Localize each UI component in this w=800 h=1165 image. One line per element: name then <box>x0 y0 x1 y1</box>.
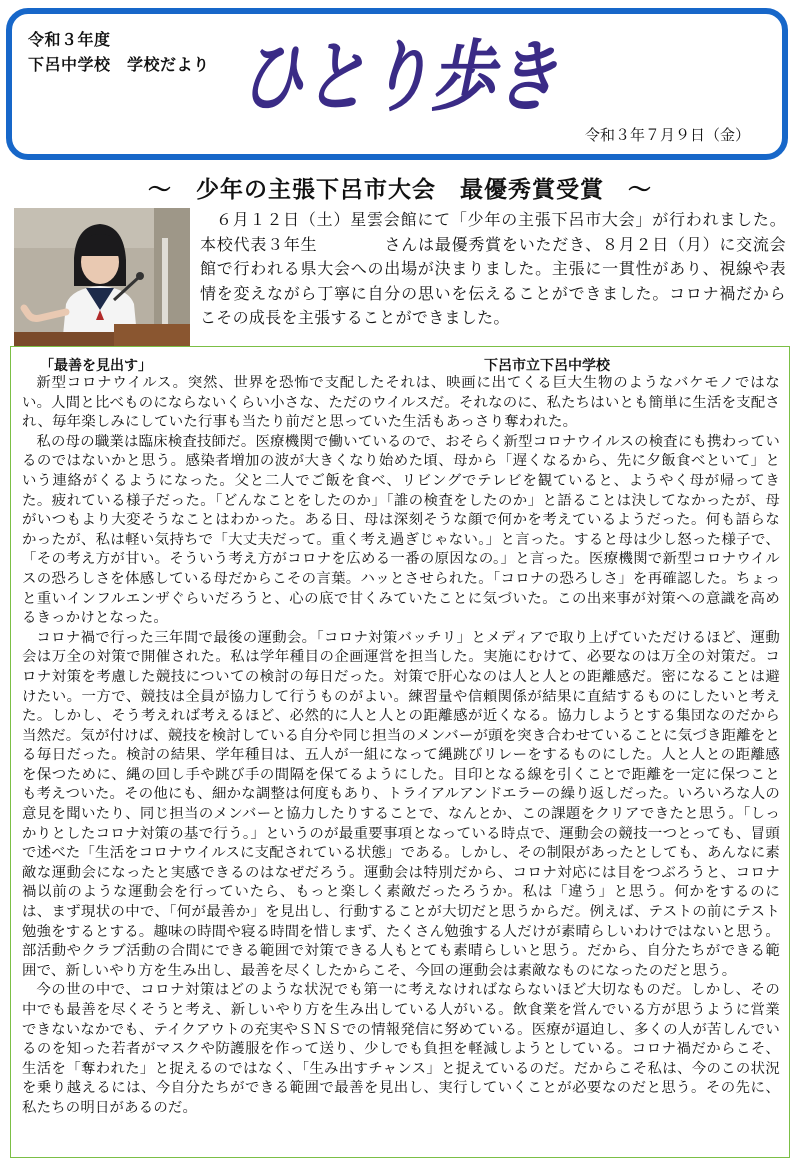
essay-title: 「最善を見出す」 <box>40 358 152 374</box>
newsletter-logo-text: ひとり歩き <box>240 32 558 123</box>
issue-date: 令和３年７月９日（金） <box>584 126 750 144</box>
intro-text: ６月１２日（土）星雲会館にて「少年の主張下呂市大会」が行われました。本校代表３年生 さんは最優秀賞をいただき、８月２日（月）に交流会館で行われる県大会への出場が決まりました。主張に一貫性があり、視線や表情を変えながら丁寧に自分の思いを伝えることができました。コロナ禍だからこその成長を主張することができました。 <box>200 210 786 327</box>
newsletter-logo <box>236 20 566 130</box>
essay-paragraph: 新型コロナウイルス。突然、世界を恐怖で支配したそれは、映画に出てくる巨大生物のようなバケモノではない。人間と比べものにならないくらい小さな、ただのウイルスだ。それなのに、私たちはいとも簡単に生活を支配され、毎年楽しみにしていた行事も当たり前だと思っていた生活もあっさり奪われた。 <box>22 375 780 431</box>
essay-paragraph: コロナ禍で行った三年間で最後の運動会。「コロナ対策バッチリ」とメディアで取り上げていただけるほど、運動会は万全の対策で開催された。私は学年種目の企画運営を担当した。実施にむけて、必要なのは万全の対策だ。コロナ対策を考慮した競技についての検討の毎日だった。対策で肝心なのは人と人との距離感だ。密になることは避けたい。一方で、競技は全員が協力して行うものがよい。練習量や信頼関係が結果に直結するものにしたいと考えた。しかし、そう考えれば考えるほど、必然的に人と人との距離感が近くなる。協力しようとする集団なのだから当然だ。気が付けば、競技を検討している自分や同じ担当のメンバーが頭を突き合わせていることに気づき距離をとる毎日だった。検討の結果、学年種目は、五人が一組になって縄跳びリレーをするものにした。人と人との距離感を保つために、縄の回し手や跳び手の間隔を保てるようにした。目印となる線を引くことで距離を一定に保つことも考えついた。その他にも、細かな調整は何度もあり、トライアルアンドエラーの繰り返しだった。いろいろな人の意見を聞いたり、同じ担当のメンバーと協力したりすることで、なんとか、この課題をクリアできたと思う。「しっかりとしたコロナ対策の基で行う。」というのが最重要事項となっている時点で、運動会の競技一つとっても、冒頭で述べた「生活をコロナウイルスに支配されている状態」である。しかし、その制限があったとしても、あんなに素敵な運動会になったと実感できるのはなぜだろう。運動会は特別だから、コロナ対応には目をつぶろうと、コロナ禍以前のような運動会を行っていたら、もっと楽しく素敵だったろうか。私は「違う」と思う。何かをするのには、まず現状の中で、「何が最善か」を見出し、行動することが大切だと思うからだ。例えば、テストの前にテスト勉強をするとする。趣味の時間や寝る時間を惜しまず、たくさん勉強する人だけが素晴らしいわけではないと思う。部活動やクラブ活動の合間にできる範囲で対策できる人もとても素晴らしいと思う。だから、自分たちができる範囲で、新しいやり方を生み出し、最善を尽くしたからこそ、今回の運動会は素敵なものになったのだと思う。 <box>22 629 780 979</box>
school-newsletter-label: 下呂中学校 学校だより <box>28 55 210 74</box>
speech-photo <box>14 208 190 346</box>
essay-paragraph: 私の母の職業は臨床検査技師だ。医療機関で働いているので、おそらく新型コロナウイルスの検査にも携わっているのではないかと思う。感染者増加の波が大きくなり始めた頃、母から「遅くなるから、先に夕飯食べといて」という連絡がくるようになった。父と二人でご飯を食べ、リビングでテレビを観ていると、ようやく母が帰ってきた。疲れている様子だった。「どんなことをしたのか」「誰の検査をしたのか」と語ることは決してなかったが、母がいつもより大変そうなことはわかった。ある日、母は深刻そうな顔で何かを考えているようだった。何も語らなかったが、私は軽い気持ちで「大丈夫だって。重く考え過ぎじゃない。」と言った。すると母は少し怒った様子で、「その考え方が甘い。そういう考え方がコロナを広める一番の原因なの。」と言った。医療機関で新型コロナウイルスの恐ろしさを体感している母だからこその言葉。ハッとさせられた。「コロナの恐ろしさ」を再確認した。ちょっと重いインフルエンザぐらいだろうと、心の底で甘くみていたことに気づいた。この出来事が対策への意識を高めるきっかけとなった。 <box>22 433 780 627</box>
fiscal-year-label: 令和３年度 <box>28 30 111 49</box>
intro-paragraph <box>200 208 786 331</box>
essay-school: 下呂市立下呂中学校 <box>484 358 610 374</box>
article-headline: ～ 少年の主張下呂市大会 最優秀賞受賞 ～ <box>148 177 652 203</box>
essay-paragraph: 今の世の中で、コロナ対策はどのような状況でも第一に考えなければならないほど大切なものだ。しかし、その中でも最善を尽くそうと考え、新しいやり方を生み出している人がいる。飲食業を営んでいる方が思うように営業できないなかでも、テイクアウトの充実やＳＮＳでの情報発信に努めている。医療が逼迫し、多くの人が苦しんでいるのを知った若者がマスクや防護服を作って送り、少しでも負担を軽減しようとしている。コロナ禍だからこそ、生活を「奪われた」と捉えるのではなく、「生み出すチャンス」と捉えているのだ。だからこそ私は、今のこの状況を乗り越えるには、今自分たちができる範囲で最善を見出し、実行していくことが必要なのだと思う。その先に、私たちの明日があるのだ。 <box>22 982 780 1116</box>
essay-body <box>22 374 780 1119</box>
